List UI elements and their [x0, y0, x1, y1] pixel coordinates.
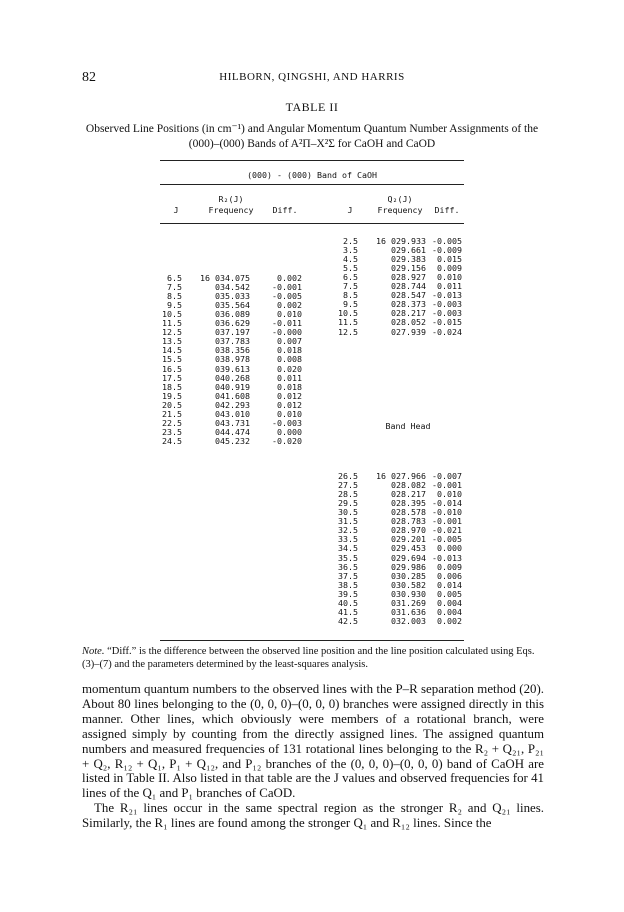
right-top-row-j-cell: 5.5 [343, 263, 358, 274]
left-frequency-header: Frequency [208, 205, 254, 215]
right-j-header: J [347, 205, 353, 215]
left-row-freq-cell: 16 034.075 [200, 273, 250, 283]
left-row-j-cell: 20.5 [162, 399, 182, 410]
left-row-freq-cell: 037.197 [215, 327, 250, 338]
right-top-row-diff-cell: -0.024 [432, 326, 462, 337]
left-row-diff-cell: 0.002 [277, 300, 302, 311]
right-bottom-row-j-cell: 42.5 [338, 615, 358, 626]
left-row-diff-cell: 0.002 [277, 273, 302, 283]
right-bottom-row-diff-cell: 0.009 [437, 561, 462, 572]
right-bottom-row-freq-cell: 028.082 [391, 480, 426, 491]
left-row-diff-cell: 0.008 [277, 354, 302, 365]
right-bottom-row-diff-cell: -0.001 [432, 516, 462, 527]
left-row-j-cell: 6.5 [167, 273, 182, 283]
right-frequency-header: Frequency [377, 205, 423, 215]
right-top-row-freq-cell: 028.927 [391, 272, 426, 283]
left-j-header: J [173, 205, 179, 215]
left-row-j-cell: 7.5 [167, 282, 182, 293]
right-bottom-row-diff-cell: 0.010 [437, 489, 462, 500]
body-paragraph-2: The R₂₁ lines occur in the same spectral region as the stronger R₂ and Q₂₁ lines. Similarly, the R₁ lines are found among the stronger Q₁ and R₁₂ lines. Since the [82, 801, 544, 831]
left-row-diff-cell: -0.011 [272, 318, 302, 329]
right-bottom-row-diff-cell: -0.005 [432, 534, 462, 545]
right-bottom-row-j-cell: 30.5 [338, 507, 358, 518]
header-rule [160, 223, 464, 224]
right-top-row-j-cell: 9.5 [343, 299, 358, 310]
table-label: TABLE II [285, 100, 339, 114]
left-row-j-cell: 21.5 [162, 408, 182, 419]
right-top-row-diff-cell: -0.003 [432, 299, 462, 310]
left-row-freq-cell: 036.089 [215, 309, 250, 320]
right-bottom-row-diff-cell: 0.002 [437, 615, 462, 626]
left-row-freq-cell: 043.010 [215, 408, 250, 419]
left-row-j-cell: 19.5 [162, 390, 182, 401]
left-row-freq-cell: 038.978 [215, 354, 250, 365]
right-bottom-row-j-cell: 38.5 [338, 579, 358, 590]
left-row-freq-cell: 039.613 [215, 363, 250, 374]
left-row-freq-cell: 041.608 [215, 390, 250, 401]
right-bottom-row-freq-cell: 028.578 [391, 507, 426, 518]
right-top-row-j-cell: 4.5 [343, 254, 358, 265]
right-top-row-diff-cell: -0.003 [432, 308, 462, 319]
left-row-freq-cell: 042.293 [215, 399, 250, 410]
right-top-row-j-cell: 7.5 [343, 281, 358, 292]
left-row-diff-cell: 0.012 [277, 399, 302, 410]
right-top-row-diff-cell: -0.015 [432, 317, 462, 328]
right-bottom-row-freq-cell: 032.003 [391, 615, 426, 626]
right-top-row-j-cell: 10.5 [338, 308, 358, 319]
left-row-j-cell: 14.5 [162, 345, 182, 356]
left-branch-label: R₂(J) [218, 194, 244, 204]
right-bottom-row-diff-cell: -0.013 [432, 552, 462, 563]
left-row-j-cell: 12.5 [162, 327, 182, 338]
right-bottom-row-freq-cell: 031.269 [391, 597, 426, 608]
right-top-row-j-cell: 8.5 [343, 290, 358, 301]
right-bottom-row-diff-cell: 0.006 [437, 570, 462, 581]
body-paragraph-1: momentum quantum numbers to the observed lines with the P–R separation method (20). About 80 lines belonging to the (0, 0, 0)–(0, 0, 0) branches were assigned directly in this manner. Other lines, which obviously were members of a rotational branch, were assigned simply by counting from the directly assigned lines. The assigned quantum numbers and measured frequencies of 131 rotational lines belonging to the R₂ + Q₂₁, P₂₁ + Q₂, R₁₂ + Q₁, P₁ + Q₁₂, and P₁₂ branches of the (0, 0, 0)–(0, 0, 0) band of CaOH are listed in Table II. Also listed in that table are the J values and observed frequencies for 41 lines of the Q₁ and P₁ branches of CaOD. [82, 682, 544, 801]
right-bottom-row-j-cell: 31.5 [338, 516, 358, 527]
body-text [82, 682, 544, 831]
right-top-row-diff-cell: -0.005 [432, 236, 462, 246]
right-bottom-row-j-cell: 37.5 [338, 570, 358, 581]
right-bottom-row-j-cell: 39.5 [338, 588, 358, 599]
left-row-freq-cell: 035.564 [215, 300, 250, 311]
right-bottom-row-diff-cell: -0.014 [432, 498, 462, 509]
left-row-diff-cell: 0.000 [277, 426, 302, 437]
left-diff-header: Diff. [272, 205, 298, 215]
left-row-j-cell: 22.5 [162, 417, 182, 428]
right-bottom-row-j-cell: 34.5 [338, 543, 358, 554]
caption-line-2: (000)–(000) Bands of A²Π–X²Σ for CaOH and CaOD [188, 138, 436, 150]
right-top-row-diff-cell: 0.009 [437, 263, 462, 274]
right-bottom-row-j-cell: 32.5 [338, 525, 358, 536]
left-row-freq-cell: 034.542 [215, 282, 250, 293]
right-bottom-row-diff-cell: 0.004 [437, 606, 462, 617]
right-bottom-row-diff-cell: 0.000 [437, 543, 462, 554]
right-bottom-row-j-cell: 33.5 [338, 534, 358, 545]
right-bottom-row-freq-cell: 030.285 [391, 570, 426, 581]
right-bottom-row-freq-cell: 030.582 [391, 579, 426, 590]
left-row-j-cell: 24.5 [162, 435, 182, 446]
right-bottom-row-freq-cell: 031.636 [391, 606, 426, 617]
right-bottom-row-diff-cell: 0.014 [437, 579, 462, 590]
left-row-j-cell: 23.5 [162, 426, 182, 437]
left-row-diff-cell: 0.011 [277, 372, 302, 383]
left-row-j-cell: 9.5 [167, 300, 182, 311]
left-row-diff-cell: -0.000 [272, 327, 302, 338]
right-top-row-freq-cell: 028.373 [391, 299, 426, 310]
right-bottom-row-diff-cell: -0.021 [432, 525, 462, 536]
left-row-freq-cell: 044.474 [215, 426, 250, 437]
right-top-row-diff-cell: 0.010 [437, 272, 462, 283]
caption-line-1: Observed Line Positions (in cm⁻¹) and Angular Momentum Quantum Number Assignments of the [85, 123, 539, 135]
right-bottom-row-freq-cell: 029.694 [391, 552, 426, 563]
page-number: 82 [82, 70, 96, 85]
right-bottom-row-diff-cell: -0.010 [432, 507, 462, 518]
right-bottom-row-freq-cell: 030.930 [391, 588, 426, 599]
left-row-j-cell: 16.5 [162, 363, 182, 374]
left-row-j-cell: 18.5 [162, 381, 182, 392]
left-row-freq-cell: 040.268 [215, 372, 250, 383]
band-title: (000) - (000) Band of CaOH [247, 170, 377, 180]
right-top-row-freq-cell: 028.547 [391, 290, 426, 301]
right-top-row-j-cell: 11.5 [338, 317, 358, 328]
left-row-j-cell: 13.5 [162, 336, 182, 347]
left-row-freq-cell: 035.033 [215, 291, 250, 302]
right-top-row-diff-cell: 0.015 [437, 254, 462, 265]
left-row-freq-cell: 036.629 [215, 318, 250, 329]
right-bottom-row-j-cell: 40.5 [338, 597, 358, 608]
right-bottom-row-diff-cell: -0.001 [432, 480, 462, 491]
right-top-row-j-cell: 3.5 [343, 245, 358, 256]
left-row-diff-cell: 0.007 [277, 336, 302, 347]
right-top-row-freq-cell: 029.661 [391, 245, 426, 256]
left-row-diff-cell: 0.010 [277, 309, 302, 320]
right-bottom-row-freq-cell: 028.395 [391, 498, 426, 509]
left-row-diff-cell: -0.003 [272, 417, 302, 428]
right-top-row-freq-cell: 027.939 [391, 326, 426, 337]
right-bottom-row-j-cell: 26.5 [338, 471, 358, 481]
left-row-diff-cell: 0.018 [277, 381, 302, 392]
right-bottom-row-diff-cell: 0.004 [437, 597, 462, 608]
left-row-diff-cell: 0.010 [277, 408, 302, 419]
right-top-row-j-cell: 6.5 [343, 272, 358, 283]
band-rule [160, 184, 464, 185]
left-row-diff-cell: -0.005 [272, 291, 302, 302]
left-row-freq-cell: 045.232 [215, 435, 250, 446]
left-row-freq-cell: 038.356 [215, 345, 250, 356]
right-top-row-diff-cell: -0.013 [432, 290, 462, 301]
right-top-row-diff-cell: 0.011 [437, 281, 462, 292]
left-row-j-cell: 15.5 [162, 354, 182, 365]
right-bottom-row-j-cell: 36.5 [338, 561, 358, 572]
right-diff-header: Diff. [434, 205, 460, 215]
right-bottom-row-freq-cell: 028.783 [391, 516, 426, 527]
right-bottom-row-freq-cell: 16 027.966 [376, 471, 426, 481]
right-top-row-diff-cell: -0.009 [432, 245, 462, 256]
left-row-j-cell: 8.5 [167, 291, 182, 302]
right-top-row-freq-cell: 029.383 [391, 254, 426, 265]
right-bottom-row-freq-cell: 028.217 [391, 489, 426, 500]
left-row-j-cell: 11.5 [162, 318, 182, 329]
right-bottom-row-freq-cell: 028.970 [391, 525, 426, 536]
right-bottom-row-freq-cell: 029.201 [391, 534, 426, 545]
left-row-diff-cell: -0.020 [272, 435, 302, 446]
right-top-row-freq-cell: 028.217 [391, 308, 426, 319]
table-note [82, 645, 546, 671]
running-head: HILBORN, QINGSHI, AND HARRIS [219, 71, 405, 83]
left-row-j-cell: 17.5 [162, 372, 182, 383]
right-bottom-row-j-cell: 35.5 [338, 552, 358, 563]
right-bottom-row-j-cell: 29.5 [338, 498, 358, 509]
right-bottom-row-j-cell: 28.5 [338, 489, 358, 500]
right-bottom-row-freq-cell: 029.986 [391, 561, 426, 572]
table-bottom-rule [160, 640, 464, 641]
left-row-diff-cell: -0.001 [272, 282, 302, 293]
note-label: Note. [82, 646, 105, 657]
left-row-freq-cell: 037.783 [215, 336, 250, 347]
right-top-row-freq-cell: 16 029.933 [376, 236, 426, 246]
right-bottom-row-diff-cell: 0.005 [437, 588, 462, 599]
right-top-row-j-cell: 2.5 [343, 236, 358, 246]
right-bottom-row-freq-cell: 029.453 [391, 543, 426, 554]
table-caption [70, 122, 554, 152]
left-row-j-cell: 10.5 [162, 309, 182, 320]
right-top-row-freq-cell: 028.052 [391, 317, 426, 328]
left-row-diff-cell: 0.018 [277, 345, 302, 356]
note-text: “Diff.” is the difference between the observed line position and the line position calculated using Eqs. (3)–(7) and the parameters determined by the least-squares analysis. [82, 646, 535, 670]
table-top-rule [160, 160, 464, 161]
left-row-diff-cell: 0.020 [277, 363, 302, 374]
right-branch-label: Q₂(J) [387, 194, 413, 204]
right-bottom-row-diff-cell: -0.007 [432, 471, 462, 481]
right-bottom-row-j-cell: 27.5 [338, 480, 358, 491]
left-row-freq-cell: 040.919 [215, 381, 250, 392]
right-top-row-freq-cell: 028.744 [391, 281, 426, 292]
right-bottom-row-j-cell: 41.5 [338, 606, 358, 617]
right-top-row-freq-cell: 029.156 [391, 263, 426, 274]
left-row-diff-cell: 0.012 [277, 390, 302, 401]
left-row-freq-cell: 043.731 [215, 417, 250, 428]
right-top-row-j-cell: 12.5 [338, 326, 358, 337]
band-head-label: Band Head [385, 421, 431, 431]
